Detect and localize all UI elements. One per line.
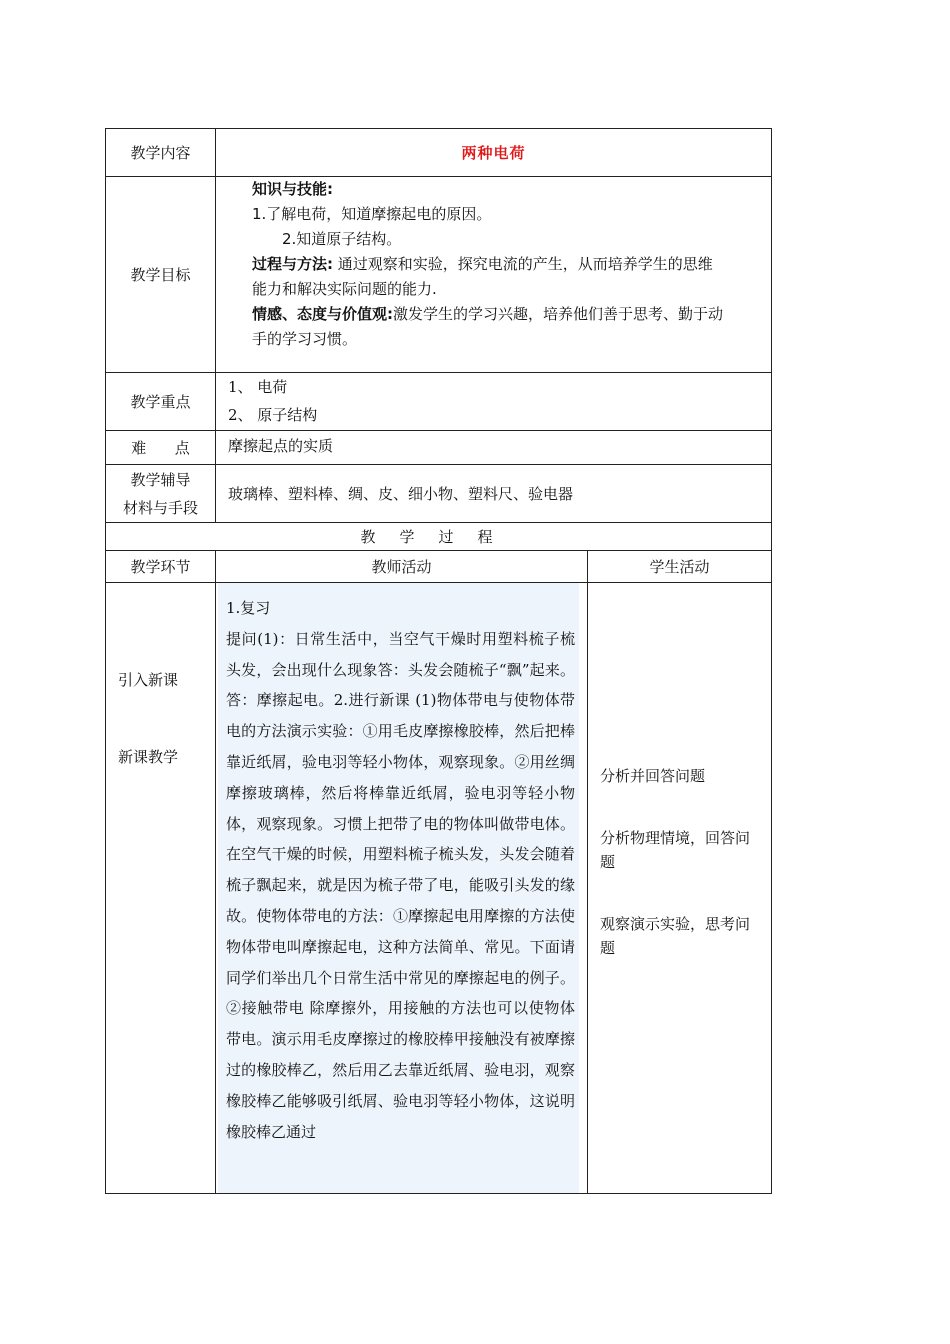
materials-text: 玻璃棒、塑料棒、绸、皮、细小物、塑料尺、验电器 [216, 465, 772, 523]
key-point-item: 1、 电荷 [228, 378, 288, 396]
student-item: 观察演示实验，思考问题 [600, 915, 751, 957]
stage-item: 新课教学 [118, 748, 179, 766]
col-student-header: 学生活动 [588, 551, 772, 583]
lesson-title: 两种电荷 [216, 129, 772, 177]
attitude-heading: 情感、态度与价值观: [252, 305, 393, 323]
row-key-points [106, 373, 772, 431]
goal-item-2: 2.知道原子结构。 [282, 230, 402, 248]
content-label: 教学内容 [106, 129, 216, 177]
key-point-item: 2、 原子结构 [228, 406, 318, 424]
row-process-title [106, 523, 772, 551]
stage-item: 引入新课 [118, 671, 179, 689]
row-materials [106, 465, 772, 523]
teacher-activity-cell [216, 583, 588, 1194]
difficulty-text: 摩擦起点的实质 [216, 431, 772, 465]
difficulty-label: 难 点 [106, 431, 216, 465]
col-teacher-header: 教师活动 [216, 551, 588, 583]
stage-cell [106, 583, 216, 1194]
materials-label-line-2: 材料与手段 [122, 498, 198, 517]
row-goals [106, 177, 772, 373]
process-text-2: 能力和解决实际问题的能力. [252, 280, 437, 298]
goal-item-1: 1.了解电荷，知道摩擦起电的原因。 [252, 205, 492, 223]
teacher-activity-text: 1.复习 提问(1)：日常生活中，当空气干燥时用塑料梳子梳头发，会出现什么现象答：头发会随梳子“飘”起来。答：摩擦起电。2.进行新课 (1)物体带电与使物体带电的方法演示实验：①用毛皮摩擦橡胶棒，然后把棒靠近纸屑，验电羽等轻小物体，观察现象。②用丝绸摩擦玻璃棒，然后将棒靠近纸屑，验电羽等轻小物体，观察现象。习惯上把带了电的物体叫做带电体。在空气干燥的时候，用塑料梳子梳头发，头发会随着梳子飘起来，就是因为梳子带了电，能吸引头发的缘故。使物体带电的方法：①摩擦起电用摩擦的方法使物体带电叫摩擦起电，这种方法简单、常见。下面请同学们举出几个日常生活中常见的摩擦起电的例子。②接触带电 除摩擦外，用接触的方法也可以使物体带电。演示用毛皮摩擦过的橡胶棒甲接触没有被摩擦过的橡胶棒乙，然后用乙去靠近纸屑、验电羽，观察橡胶棒乙能够吸引纸屑、验电羽等轻小物体，这说明橡胶棒乙通过 [218, 583, 579, 1193]
student-item: 分析物理情境，回答问题 [600, 829, 751, 871]
attitude-text: 激发学生的学习兴趣，培养他们善于思考、勤于动 [393, 305, 724, 323]
attitude-text-2: 手的学习习惯。 [252, 330, 358, 348]
row-difficulty [106, 431, 772, 465]
student-item: 分析并回答问题 [600, 767, 706, 785]
knowledge-heading: 知识与技能: [252, 180, 333, 198]
col-stage-header: 教学环节 [106, 551, 216, 583]
materials-label [106, 465, 216, 523]
materials-label-line-1: 教学辅导 [130, 470, 191, 489]
process-title: 教学过程 [106, 523, 772, 551]
row-process-body [106, 583, 772, 1194]
process-text: 通过观察和实验，探究电流的产生，从而培养学生的思维 [333, 255, 713, 273]
key-points-cell [216, 373, 772, 431]
student-activity-cell [588, 583, 772, 1194]
row-content [106, 129, 772, 177]
goals-cell [216, 177, 772, 373]
row-process-header [106, 551, 772, 583]
key-points-label: 教学重点 [106, 373, 216, 431]
process-heading: 过程与方法: [252, 255, 333, 273]
lesson-plan-table [105, 128, 772, 1194]
goals-label: 教学目标 [106, 177, 216, 373]
